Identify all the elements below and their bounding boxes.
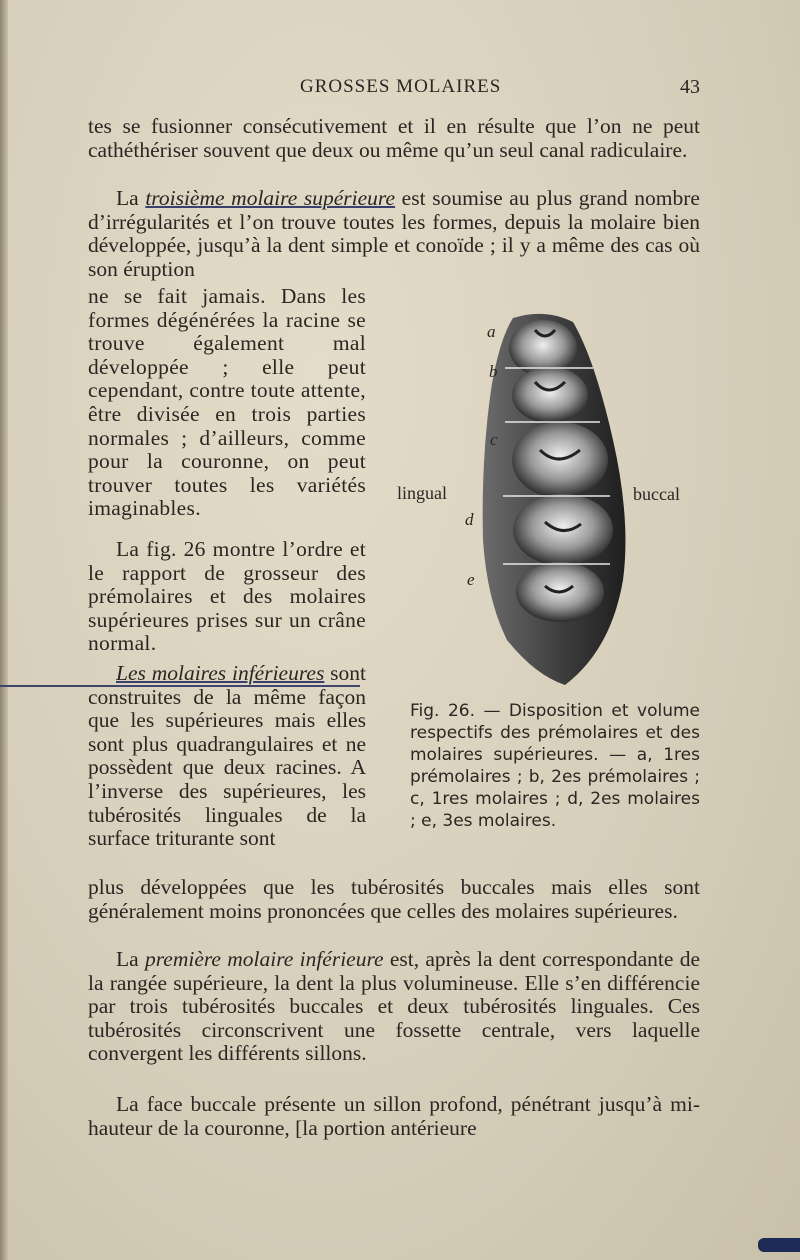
page-header: [0, 76, 800, 104]
text-run: sont construites de la même façon que les supérieures mais elles sont plus quadrangulaires et ne possèdent que deux racines. A l’inverse des supérieures, les tubérosités linguales de la surface triturante sont: [88, 661, 366, 851]
text-run: est soumise au plus grand nombre d’irrégularités et l’on trouve toutes les formes, depuis la molaire bien développée, jusqu’à la dent simple et conoïde ; il y a même des cas où son éruption: [88, 186, 700, 281]
running-title: GROSSES MOLAIRES: [300, 76, 502, 97]
underlined-term: Les molaires inférieures: [116, 661, 325, 685]
paragraph-buccal-face: La face buccale présente un sillon profond, pénétrant jusqu’à mi-hauteur de la couronne, [la portion antérieure: [88, 1092, 700, 1140]
label-lingual: lingual: [397, 483, 447, 503]
label-buccal: buccal: [633, 484, 680, 504]
paragraph-first-lower-molar: [88, 948, 700, 1093]
underlined-term: troisième molaire supérieure: [145, 186, 396, 210]
label-d: d: [465, 510, 474, 529]
label-e: e: [467, 570, 475, 589]
figure-caption: Fig. 26. — Disposition et volume respectifs des prémolaires et des molaires supérieures. — a, 1res prémolaires ; b, 2es prémolaires ; c, 1res molaires ; d, 2es molaires ; e, 3es molaires.: [410, 701, 700, 831]
label-b: b: [489, 362, 498, 381]
paragraph-lower-molars: [88, 662, 366, 876]
paragraph-continuation: tes se fusionner consécutivement et il en résulte que l’on ne peut cathéthériser souvent que deux ou même qu’un seul canal radiculaire.: [88, 114, 700, 162]
premolar-2: [512, 367, 588, 423]
text-run: La: [116, 947, 145, 971]
paragraph-column-1: ne se fait jamais. Dans les formes dégénérées la racine se trouve également mal développée ; elle peut cependant, contre toute attente, être divisée en trois parties normales ; d’ailleurs, comme pour la couronne, on peut trouver toutes les variétés imaginables.: [88, 284, 366, 521]
text-run: est, après la dent correspondante de la rangée supérieure, la dent la plus volumineuse. Elle s’en différencie par trois tubérosités buccales et deux tubérosités linguales. Ces tubérosités circonscrivent une fossette centrale, vers laquelle convergent les différents sillons.: [88, 947, 700, 1066]
paragraph-fig-reference: La fig. 26 montre l’ordre et le rapport de grosseur des prémolaires et des molaires supérieures prises sur un crâne normal.: [88, 537, 366, 656]
label-c: c: [490, 430, 498, 449]
text-run: La: [116, 186, 146, 210]
paragraph-third-upper-molar: [88, 187, 700, 284]
italic-term: première molaire inférieure: [144, 947, 384, 971]
figure-26: [395, 300, 695, 700]
paragraph-continuation-2: plus développées que les tubérosités buccales mais elles sont généralement moins prononcées que celles des molaires supérieures.: [88, 875, 700, 923]
label-a: a: [487, 322, 496, 341]
page-number: 43: [680, 76, 700, 98]
ink-blot: [758, 1238, 800, 1252]
page-edge-shadow: [0, 0, 8, 1260]
